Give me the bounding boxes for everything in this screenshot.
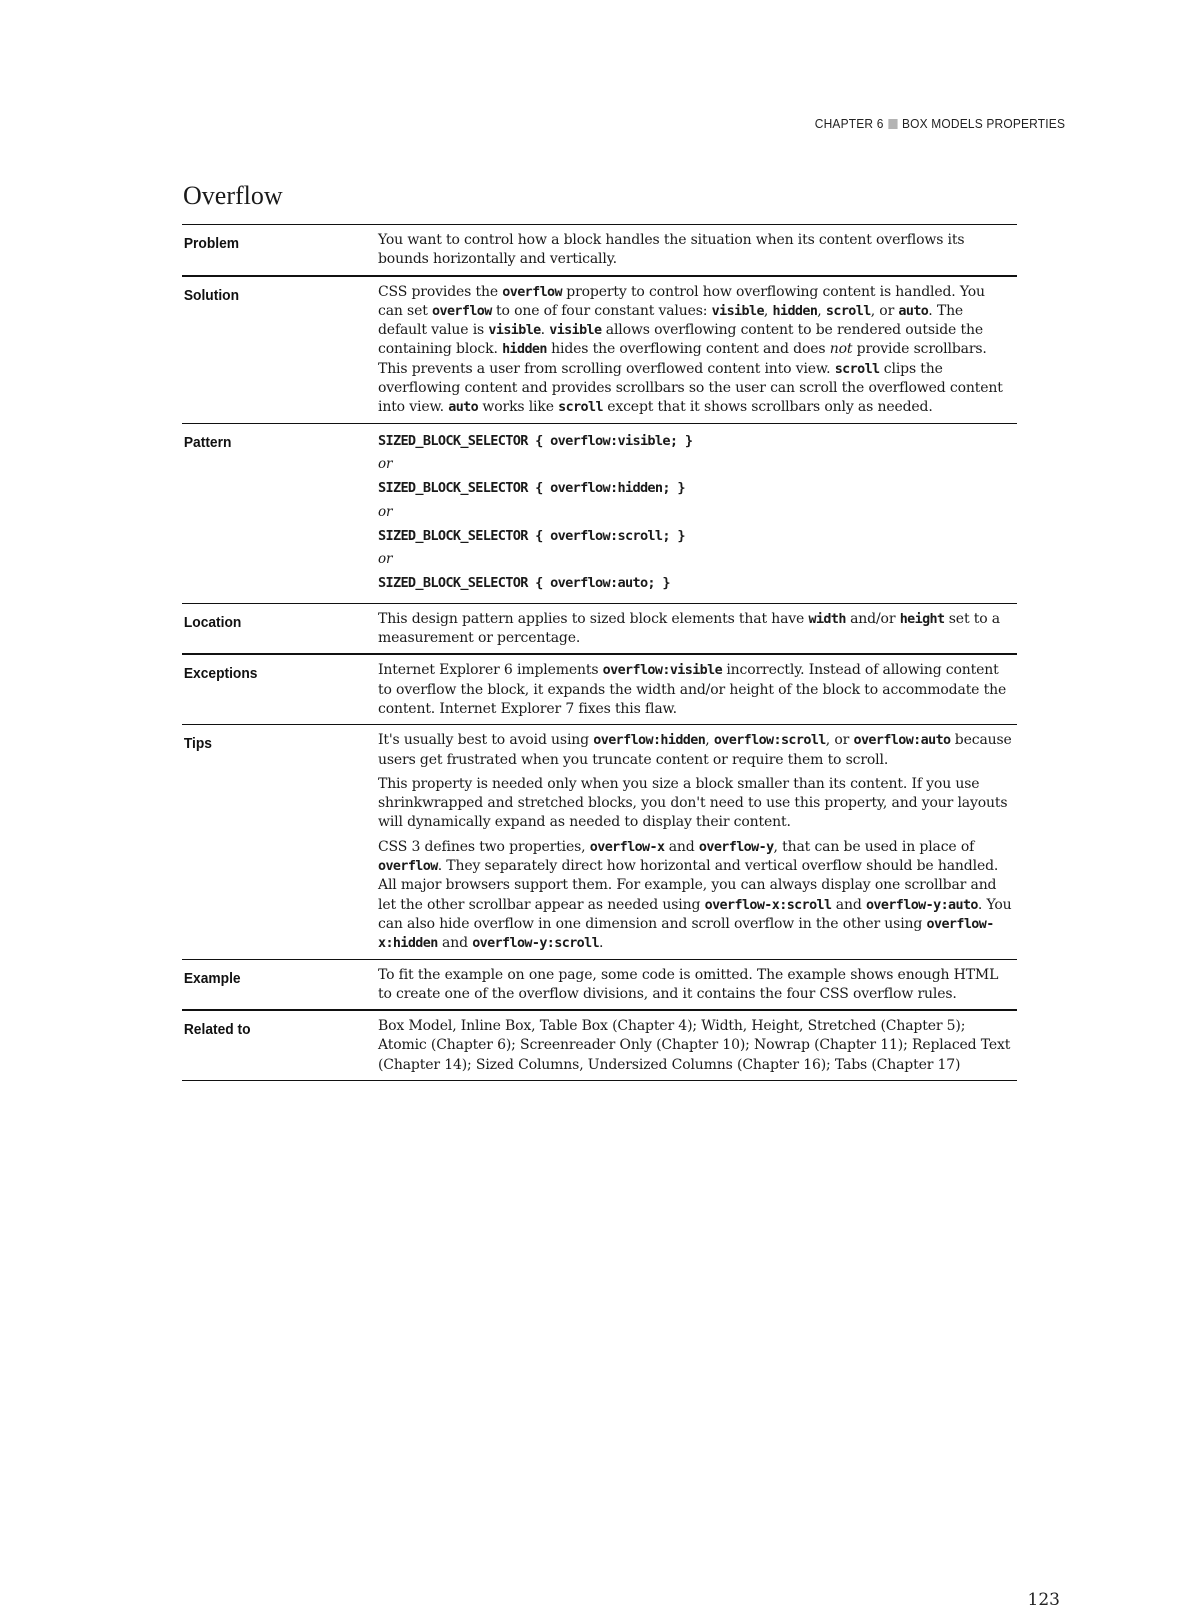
label-solution: Solution: [183, 286, 240, 304]
label-tips: Tips: [183, 735, 212, 753]
text-run: and/or: [845, 610, 900, 627]
text-run: incorrectly. Instead of allowing content to overflow the block, it expands the width and/or height of the block to accommodate the content. Internet Explorer 7 fixes this flaw.: [378, 662, 1007, 717]
code-term: auto: [448, 400, 479, 416]
code-term: overflow-y: [698, 839, 774, 855]
text-run: works like: [478, 399, 559, 416]
row-example: [182, 959, 1017, 1010]
text-run: property to control how overflowing content is handled. You can set: [378, 283, 985, 319]
pattern-code-line: SIZED_BLOCK_SELECTOR { overflow:visible; }: [378, 432, 693, 449]
text-run: and: [831, 896, 866, 913]
text-run: to one of four constant values:: [491, 302, 712, 319]
example-text: To fit the example on one page, some code is omitted. The example shows enough HTML to create one of the overflow divisions, and it contains the four CSS overflow rules.: [378, 966, 999, 1002]
code-term: overflow: [432, 303, 492, 319]
row-pattern: [182, 423, 1017, 603]
pattern-code-line: SIZED_BLOCK_SELECTOR { overflow:auto; }: [378, 575, 670, 592]
code-term: visible: [488, 323, 541, 339]
page-number: 123: [1027, 1590, 1060, 1610]
related-text: Box Model, Inline Box, Table Box (Chapter 4); Width, Height, Stretched (Chapter 5); Atomic (Chapter 6); Screenreader Only (Chapter 10); Nowrap (Chapter 11); Replaced Text (Chapter 14); Sized Columns, Undersized Columns (Chapter 16); Tabs (Chapter 17): [378, 1018, 1011, 1073]
code-term: hidden: [772, 303, 818, 319]
text-run: Internet Explorer 6 implements: [378, 662, 603, 679]
running-head-chapter: CHAPTER 6: [814, 116, 884, 131]
row-exceptions: [182, 653, 1017, 724]
code-term: overflow:visible: [602, 663, 723, 679]
cell-tips: [378, 731, 1017, 953]
code-term: overflow:hidden: [593, 733, 706, 749]
text-run: , or: [870, 302, 899, 319]
text-run: ,: [763, 302, 773, 319]
tips-paragraph-1: [378, 731, 1013, 770]
pattern-or: or: [378, 551, 393, 568]
text-run: except that it shows scrollbars only as needed.: [602, 399, 933, 416]
row-solution: [182, 275, 1017, 423]
running-head-section: BOX MODELS PROPERTIES: [901, 116, 1065, 131]
row-tips: [182, 724, 1017, 958]
code-term: overflow: [378, 859, 438, 875]
cell-example: [378, 966, 1017, 1005]
text-run: . They separately direct how horizontal and vertical overflow should be handled. All major browsers support them. For example, you can always display one scrollbar and let the other scrollbar appear as needed using: [378, 858, 999, 913]
cell-pattern: [378, 430, 1017, 598]
code-term: hidden: [502, 342, 547, 358]
label-pattern: Pattern: [183, 433, 232, 451]
text-run: ,: [817, 302, 826, 319]
code-term: overflow-y:scroll: [472, 936, 600, 952]
label-exceptions: Exceptions: [183, 665, 258, 683]
row-location: [182, 603, 1017, 654]
code-term: auto: [898, 303, 929, 319]
text-run: clips the overflowing content and provides scrollbars so the user can scroll the overflowed content into view.: [378, 360, 1003, 416]
text-run: , or: [825, 732, 854, 749]
code-term: overflow: [502, 284, 562, 300]
pattern-or: or: [378, 503, 393, 520]
text-run: .: [540, 322, 550, 339]
row-problem: [182, 224, 1017, 275]
code-term: scroll: [558, 400, 603, 416]
code-term: overflow-x: [589, 839, 665, 855]
text-run: CSS provides the: [378, 283, 503, 300]
cell-solution: [378, 283, 1017, 418]
label-problem: Problem: [183, 235, 240, 252]
code-term: scroll: [825, 303, 871, 319]
cell-location: [378, 610, 1017, 649]
cell-related: [378, 1017, 1017, 1075]
code-term: visible: [549, 323, 602, 339]
text-run: allows overflowing content to be rendered outside the containing block.: [378, 322, 983, 358]
code-term: height: [899, 611, 945, 627]
label-related: Related to: [183, 1021, 251, 1039]
pattern-code-line: SIZED_BLOCK_SELECTOR { overflow:hidden; }: [378, 480, 685, 497]
running-head: [815, 116, 1065, 131]
text-run: It's usually best to avoid using: [378, 732, 594, 749]
text-run: CSS 3 defines two properties,: [378, 838, 590, 855]
page-title: Overflow: [183, 181, 283, 210]
text-run: and: [437, 935, 473, 952]
tips-paragraph-2: This property is needed only when you size a block smaller than its content. If you use shrinkwrapped and stretched blocks, you don't need to use this property, and your layouts will dynamically expand as needed to display their content.: [378, 775, 1008, 831]
emphasis: not: [829, 341, 853, 358]
text-run: hides the overflowing content and does: [546, 341, 830, 358]
tips-paragraph-3: [378, 838, 1013, 954]
code-term: overflow-x:hidden: [378, 916, 994, 952]
code-term: width: [808, 611, 846, 627]
code-term: overflow:auto: [853, 733, 951, 749]
row-related: [182, 1009, 1017, 1080]
text-run: , that can be used in place of: [773, 838, 975, 855]
code-term: overflow-x:scroll: [704, 897, 832, 913]
code-term: overflow:scroll: [713, 733, 826, 749]
label-example: Example: [183, 969, 241, 987]
text-run: . You can also hide overflow in one dimension and scroll overflow in the other using: [378, 896, 1012, 932]
label-location: Location: [183, 613, 242, 631]
code-term: overflow-y:auto: [865, 897, 978, 913]
pattern-code-line: SIZED_BLOCK_SELECTOR { overflow:scroll; }: [378, 527, 685, 544]
text-run: and: [664, 838, 699, 855]
text-run: set to a measurement or percentage.: [378, 610, 1000, 647]
cell-exceptions: [378, 661, 1017, 719]
text-run: . The default value is: [378, 302, 964, 339]
text-run: provide scrollbars. This prevents a user from scrolling overflowed content into view.: [378, 341, 987, 377]
cell-problem: [378, 231, 1017, 270]
text-run: This design pattern applies to sized block elements that have: [378, 610, 809, 627]
text-run: because users get frustrated when you truncate content or require them to scroll.: [378, 732, 1012, 768]
code-term: scroll: [834, 361, 880, 377]
problem-text: You want to control how a block handles the situation when its content overflows its bounds horizontally and vertically.: [378, 232, 965, 268]
pattern-table: [182, 224, 1017, 1081]
square-bullet-icon: [888, 119, 897, 129]
text-run: ,: [705, 732, 714, 749]
code-term: visible: [711, 303, 764, 319]
text-run: .: [599, 935, 604, 952]
pattern-or: or: [378, 455, 393, 472]
